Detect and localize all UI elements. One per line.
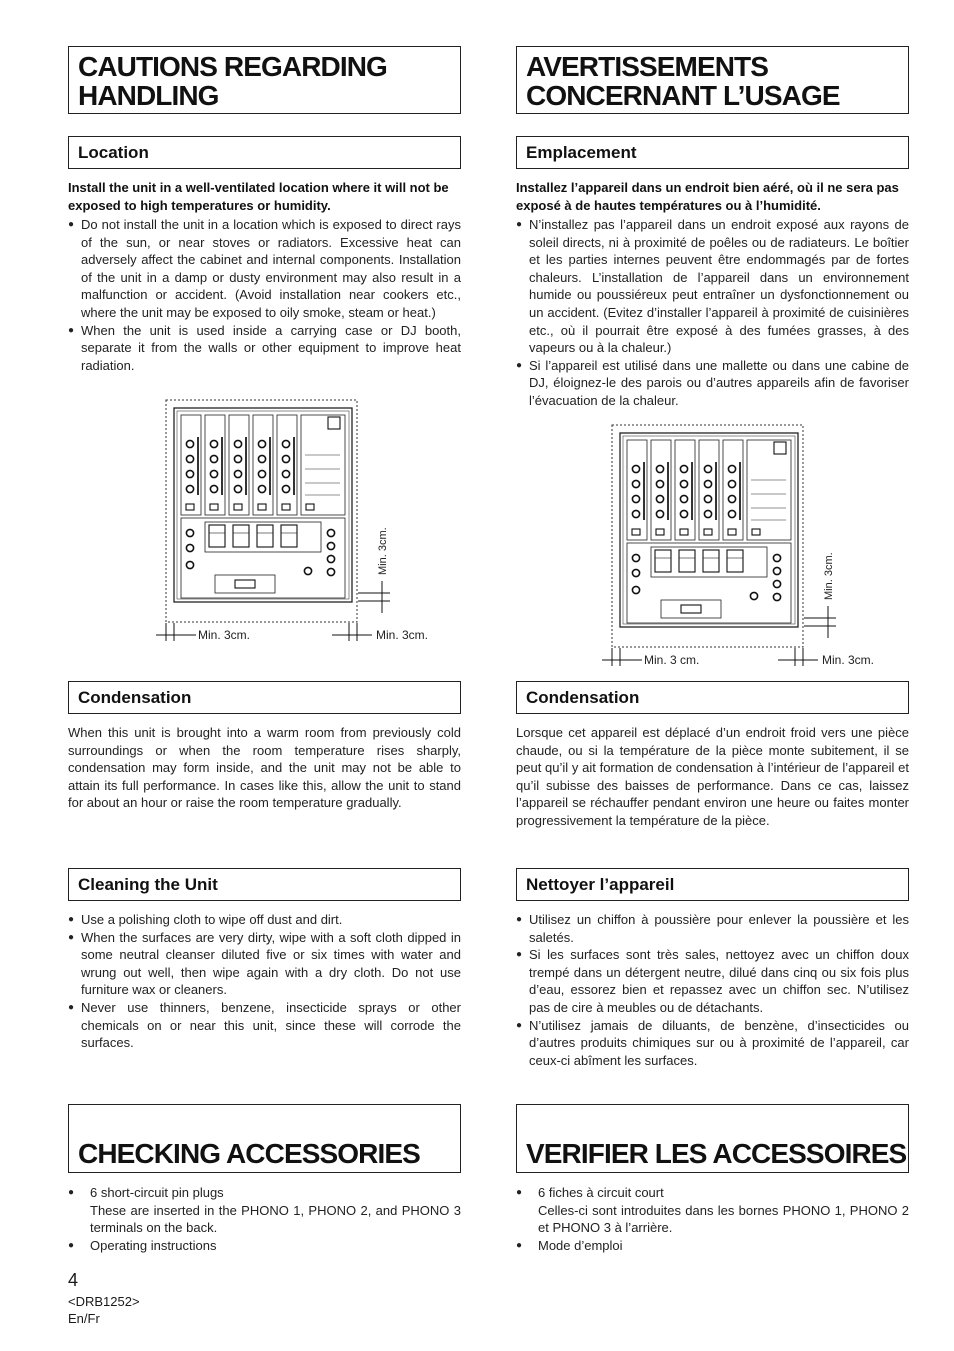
en-location-bullet-1: ● Do not install the unit in a location which is exposed to direct rays of the sun, or near stoves or radiators. Excessive heat can adversely affect the cabinet and internal components. Installation of the unit in a damp or dusty environment may also result in a malfunction or accident. (Avoid installation near cookers etc., where the unit may be exposed to oily smoke, steam or heat.)	[68, 216, 461, 322]
fr-title-line1: AVERTISSEMENTS	[526, 51, 769, 82]
en-location-bullet-2: ● When the unit is used inside a carrying case or DJ booth, separate it from the walls or other equipment to improve heat radiation.	[68, 322, 461, 375]
mixer-illustration	[174, 408, 352, 602]
en-diagram-side-right: Min. 3cm.	[376, 628, 429, 642]
en-location-list	[68, 216, 461, 374]
fr-location-bullet-2: ● Si l’appareil est utilisé dans une mallette ou dans une cabine de DJ, éloignez-le des parois ou d’autres appareils afin de favoriser l’évacuation de la chaleur.	[516, 357, 909, 410]
en-accessory-item-1-detail: These are inserted in the PHONO 1, PHONO 2, and PHONO 3 terminals on the back.	[90, 1202, 461, 1236]
en-cleaning-heading-box	[68, 868, 461, 901]
en-cleaning-bullet-1: ● Use a polishing cloth to wipe off dust and dirt.	[68, 911, 461, 929]
en-cleaning-bullet-2: ● When the surfaces are very dirty, wipe with a soft cloth dipped in some neutral cleanser diluted five or six times with water and wrung out well, then wipe again with a dry cloth. Do not use furniture wax or cleaners.	[68, 929, 461, 999]
fr-location-heading-box	[516, 136, 909, 169]
fr-cleaning-bullet-1: ● Utilisez un chiffon à poussière pour enlever la poussière et les saletés.	[516, 911, 909, 946]
fr-accessory-item-1-detail: Celles-ci sont introduites dans les bornes PHONO 1, PHONO 2 et PHONO 3 à l’arrière.	[538, 1202, 909, 1236]
fr-cleaning-heading: Nettoyer l’appareil	[526, 875, 675, 894]
fr-location-bullet-1: ● N’installez pas l’appareil dans un endroit exposé aux rayons de soleil directs, ni à proximité de poêles ou de radiateurs. Le boîtier et les parties internes peuvent être endommagés par de fortes chaleurs. L’installation de l’appareil dans un environnement humide ou poussiéreux peut entraîner un dysfonctionnement ou un accident. (Evitez d’installer l’appareil à proximité de cuisinières etc., où il pourrait être exposé à des fumées grasses, à des vapeurs ou à la chaleur.)	[516, 216, 909, 357]
fr-location-intro: Installez l’appareil dans un endroit bien aéré, où il ne sera pas exposé à de hautes températures ou à l’humidité.	[516, 180, 899, 213]
fr-accessory-item-1-label: 6 fiches à circuit court	[538, 1185, 664, 1200]
fr-condensation-heading-box	[516, 681, 909, 714]
fr-accessories-list	[516, 1184, 909, 1254]
language-code: En/Fr	[68, 1311, 100, 1326]
en-title-line2: HANDLING	[78, 80, 219, 111]
document-code: <DRB1252>	[68, 1294, 140, 1309]
en-title-line1: CAUTIONS REGARDING	[78, 51, 387, 82]
en-accessories-heading: CHECKING ACCESSORIES	[78, 1138, 420, 1169]
en-cleaning-bullet-3: ● Never use thinners, benzene, insecticide sprays or other chemicals on or near this unit, since these will corrode the surfaces.	[68, 999, 461, 1052]
fr-diagram-side-right: Min. 3cm.	[822, 653, 875, 667]
fr-clearance-diagram	[596, 420, 896, 672]
fr-accessories-heading: VERIFIER LES ACCESSOIRES	[526, 1138, 907, 1169]
en-cleaning-heading: Cleaning the Unit	[78, 875, 218, 894]
fr-condensation-heading: Condensation	[526, 688, 640, 707]
en-diagram-side-left: Min. 3cm.	[198, 628, 251, 642]
en-diagram-bottom: Min. 3cm.	[377, 527, 389, 575]
fr-location-heading: Emplacement	[526, 143, 637, 162]
en-accessory-item-2: ● Operating instructions	[68, 1237, 461, 1255]
fr-accessories-heading-box	[516, 1104, 909, 1173]
en-location-heading-box	[68, 136, 461, 169]
mixer-illustration	[620, 433, 798, 627]
fr-cleaning-heading-box	[516, 868, 909, 901]
en-accessory-item-1	[68, 1184, 461, 1237]
fr-cleaning-bullet-2: ● Si les surfaces sont très sales, nettoyez avec un chiffon doux trempé dans un détergent neutre, dilué dans cinq ou six fois plus d’eau, essorez bien et repassez avec un chiffon sec. N’utilisez pas de cire à meubles ou de détachants.	[516, 946, 909, 1016]
fr-cleaning-bullet-3: ● N’utilisez jamais de diluants, de benzène, d’insecticides ou d’autres produits chimiques sur ou à proximité de l’appareil, car ceux-ci abîment les surfaces.	[516, 1017, 909, 1070]
en-condensation-body: When this unit is brought into a warm room from previously cold surroundings or when the room temperature rises sharply, condensation may form inside, and the unit may not be able to attain its full performance. In cases like this, allow the unit to stand for about an hour or raise the room temperature gradually.	[68, 725, 461, 811]
en-cleaning-list	[68, 911, 461, 1052]
en-clearance-diagram	[150, 395, 450, 647]
en-condensation-heading-box	[68, 681, 461, 714]
fr-accessory-item-1	[516, 1184, 909, 1237]
page-number: 4	[68, 1270, 79, 1290]
fr-diagram-bottom: Min. 3cm.	[823, 552, 835, 600]
fr-location-list	[516, 216, 909, 410]
en-condensation-heading: Condensation	[78, 688, 192, 707]
fr-title-box	[516, 46, 909, 114]
en-location-heading: Location	[78, 143, 149, 162]
fr-cleaning-list	[516, 911, 909, 1069]
en-accessory-item-1-label: 6 short-circuit pin plugs	[90, 1185, 224, 1200]
fr-diagram-side-left: Min. 3 cm.	[644, 653, 700, 667]
fr-title-line2: CONCERNANT L’USAGE	[526, 80, 840, 111]
en-location-intro: Install the unit in a well-ventilated location where it will not be exposed to high temperatures or humidity.	[68, 180, 449, 213]
en-title-box	[68, 46, 461, 114]
en-accessories-heading-box	[68, 1104, 461, 1173]
en-accessories-list	[68, 1184, 461, 1254]
fr-condensation-body: Lorsque cet appareil est déplacé d’un endroit froid vers une pièce chaude, ou si la température de la pièce monte subitement, il se peut qu’il y ait formation de condensation à l’intérieur de l’appareil et qu’il subisse des baisses de performance. Dans ce cas, laissez l’appareil se réchauffer pendant environ une heure ou faites monter progressivement la température de la pièce.	[516, 725, 909, 828]
fr-accessory-item-2: ● Mode d’emploi	[516, 1237, 909, 1255]
